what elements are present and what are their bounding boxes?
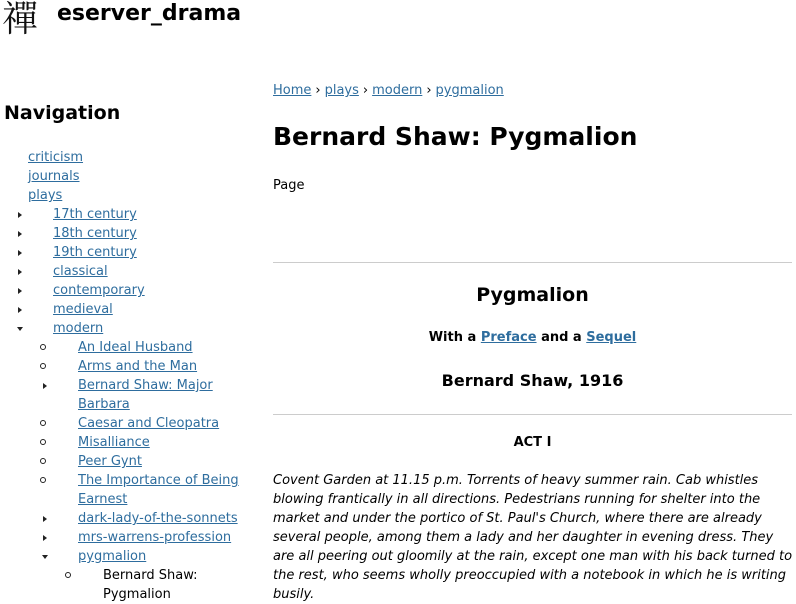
nav-link-caesar-and-cleopatra[interactable]: Caesar and Cleopatra bbox=[78, 416, 220, 431]
nav-link-peer-gynt[interactable]: Peer Gynt bbox=[78, 454, 142, 469]
bullet-icon bbox=[40, 344, 46, 350]
nav-link-an-ideal-husband[interactable]: An Ideal Husband bbox=[78, 340, 193, 355]
with-a-text: With a bbox=[428, 330, 477, 345]
nav-link-arms-and-the-man[interactable]: Arms and the Man bbox=[78, 359, 198, 374]
collapsed-arrow-icon bbox=[18, 269, 22, 275]
nav-item-18th-century bbox=[28, 224, 250, 243]
breadcrumb-pygmalion[interactable]: pygmalion bbox=[435, 83, 504, 98]
nav-link-major-barbara[interactable]: Bernard Shaw: Major Barbara bbox=[78, 378, 213, 412]
collapsed-arrow-icon bbox=[43, 535, 47, 541]
nav-link-19th-century[interactable]: 19th century bbox=[53, 245, 137, 260]
preface-sequel-line bbox=[273, 330, 792, 345]
nav-item-contemporary bbox=[28, 281, 250, 300]
bullet-icon bbox=[40, 458, 46, 464]
collapsed-arrow-icon bbox=[18, 307, 22, 313]
divider bbox=[273, 414, 792, 415]
node-type-label: Page bbox=[273, 178, 305, 193]
nav-item-dark-lady-of-the-sonnets bbox=[53, 509, 250, 528]
nav-item-arms-and-the-man bbox=[53, 357, 250, 376]
nav-item-19th-century bbox=[28, 243, 250, 262]
nav-link-18th-century[interactable]: 18th century bbox=[53, 226, 137, 241]
preface-link[interactable]: Preface bbox=[480, 330, 537, 345]
nav-link-contemporary[interactable]: contemporary bbox=[53, 283, 145, 298]
navigation-heading: Navigation bbox=[4, 102, 121, 124]
nav-item-peer-gynt bbox=[53, 452, 250, 471]
breadcrumb bbox=[273, 83, 504, 99]
nav-link-journals[interactable]: journals bbox=[28, 169, 80, 184]
collapsed-arrow-icon bbox=[43, 516, 47, 522]
nav-link-criticism[interactable]: criticism bbox=[28, 150, 84, 165]
play-title: Pygmalion bbox=[476, 284, 589, 306]
and-a-text: and a bbox=[541, 330, 582, 345]
nav-item-criticism bbox=[0, 148, 250, 167]
expanded-arrow-icon bbox=[17, 327, 23, 331]
nav-item-an-ideal-husband bbox=[53, 338, 250, 357]
nav-item-bernard-shaw-pygmalion bbox=[78, 566, 250, 604]
nav-link-bernard-shaw-pygmalion[interactable]: Bernard Shaw: Pygmalion bbox=[103, 568, 198, 602]
site-name[interactable]: eserver_drama bbox=[57, 1, 242, 26]
site-logo[interactable]: 禪 bbox=[2, 0, 39, 40]
collapsed-arrow-icon bbox=[43, 383, 47, 389]
act-heading: ACT I bbox=[513, 435, 552, 450]
nav-item-17th-century bbox=[28, 205, 250, 224]
collapsed-arrow-icon bbox=[18, 288, 22, 294]
bullet-icon bbox=[40, 439, 46, 445]
divider bbox=[273, 262, 792, 263]
nav-link-dark-lady-of-the-sonnets[interactable]: dark-lady-of-the-sonnets bbox=[78, 511, 238, 526]
bullet-icon bbox=[40, 420, 46, 426]
breadcrumb-separator: › bbox=[426, 83, 432, 98]
nav-item-misalliance bbox=[53, 433, 250, 452]
nav-item-classical bbox=[28, 262, 250, 281]
breadcrumb-home[interactable]: Home bbox=[273, 83, 312, 98]
nav-link-17th-century[interactable]: 17th century bbox=[53, 207, 137, 222]
author-line: Bernard Shaw, 1916 bbox=[441, 371, 624, 390]
collapsed-arrow-icon bbox=[18, 212, 22, 218]
expanded-arrow-icon bbox=[42, 555, 48, 559]
nav-link-classical[interactable]: classical bbox=[53, 264, 108, 279]
collapsed-arrow-icon bbox=[18, 231, 22, 237]
breadcrumb-separator: › bbox=[315, 83, 321, 98]
collapsed-arrow-icon bbox=[18, 250, 22, 256]
nav-item-plays bbox=[0, 186, 250, 604]
nav-item-caesar-and-cleopatra bbox=[53, 414, 250, 433]
nav-item-journals bbox=[0, 167, 250, 186]
bullet-icon bbox=[40, 363, 46, 369]
breadcrumb-separator: › bbox=[362, 83, 369, 98]
nav-link-modern[interactable]: modern bbox=[53, 321, 104, 336]
nav-link-misalliance[interactable]: Misalliance bbox=[78, 435, 150, 450]
nav-item-pygmalion bbox=[53, 547, 250, 604]
nav-link-importance-of-being-earnest[interactable]: The Importance of Being Earnest bbox=[78, 473, 239, 507]
nav-link-medieval[interactable]: medieval bbox=[53, 302, 113, 317]
nav-item-medieval bbox=[28, 300, 250, 319]
sequel-link[interactable]: Sequel bbox=[586, 330, 637, 345]
nav-item-modern bbox=[28, 319, 250, 604]
nav-link-pygmalion[interactable]: pygmalion bbox=[78, 549, 147, 564]
stage-direction: Covent Garden at 11.15 p.m. Torrents of heavy summer rain. Cab whistles blowing frantically in all directions. Pedestrians running for shelter into the market and under the portico of St. Paul's Church, where there are already several people, among them a lady and her daughter in evening dress. They are all peering out gloomily at the rain, except one man with his back turned to the rest, who seems wholly preoccupied with a notebook in which he is writing busily. bbox=[273, 473, 793, 602]
navigation-menu bbox=[0, 148, 250, 604]
bullet-icon bbox=[40, 477, 46, 483]
nav-link-mrs-warrens-profession[interactable]: mrs-warrens-profession bbox=[78, 530, 232, 545]
nav-item-major-barbara bbox=[53, 376, 250, 414]
breadcrumb-modern[interactable]: modern bbox=[372, 83, 423, 98]
nav-item-importance-of-being-earnest bbox=[53, 471, 250, 509]
breadcrumb-plays[interactable]: plays bbox=[324, 83, 359, 98]
nav-link-plays[interactable]: plays bbox=[28, 188, 63, 203]
page-title: Bernard Shaw: Pygmalion bbox=[273, 122, 638, 151]
bullet-icon bbox=[65, 572, 71, 578]
nav-item-mrs-warrens-profession bbox=[53, 528, 250, 547]
